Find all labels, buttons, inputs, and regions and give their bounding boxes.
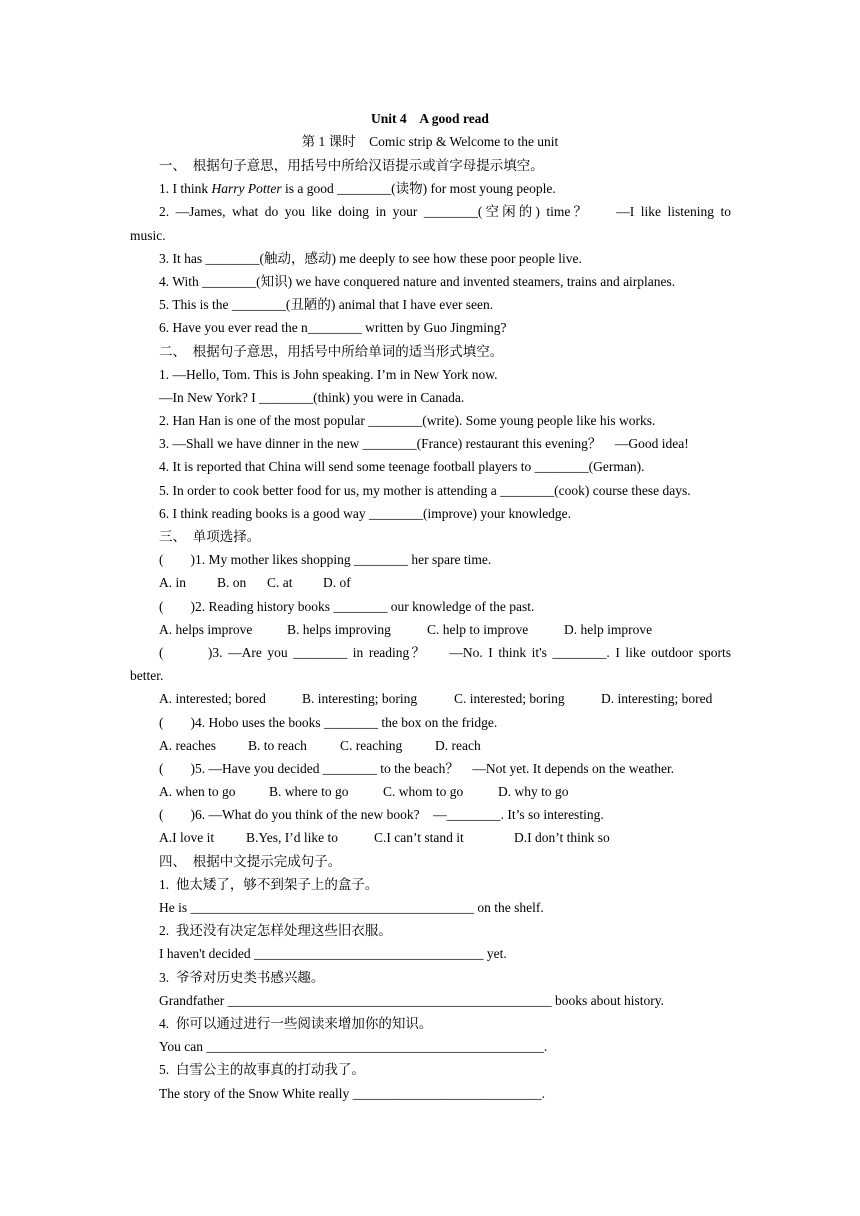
option-a: A. in [159,575,186,591]
section4-question-5-chinese: 5. 白雪公主的故事真的打动我了。 [159,1062,365,1078]
section2-question-1: 1. —Hello, Tom. This is John speaking. I’m in New York now. [159,366,498,382]
section1-question-5: 5. This is the ________(丑陋的) animal that I have ever seen. [159,297,494,313]
option-d: D. why to go [498,784,569,800]
option-b: B. to reach [248,737,307,753]
section1-question-4: 4. With ________(知识) we have conquered nature and invented steamers, trains and airplanes. [159,273,676,289]
section4-question-2-english: I haven't decided __________________________________ yet. [159,946,507,962]
section4-question-4-chinese: 4. 你可以通过进行一些阅读来增加你的知识。 [159,1015,433,1031]
section3-question-3: ( )3. —Are you ________ in reading？ —No. I think it's ________. I like outdoor sports [159,644,731,660]
section3-question-3-continued: better. [130,668,164,684]
option-b: B. interesting; boring [302,691,418,707]
page-subtitle: 第 1 课时 Comic strip & Welcome to the unit [301,134,559,149]
section4-question-1-english: He is __________________________________________ on the shelf. [159,900,544,915]
section4-question-3-english: Grandfather ________________________________________________ books about history. [159,992,664,1008]
section4-heading: 四、 根据中文提示完成句子。 [159,853,342,869]
section2-question-2: 2. Han Han is one of the most popular ________(write). Some young people like his works. [159,413,656,429]
option-c: C. help to improve [427,621,529,637]
section1-question-6: 6. Have you ever read the n________ written by Guo Jingming? [159,320,507,336]
section3-question-1: ( )1. My mother likes shopping ________ her spare time. [159,552,492,568]
section2-question-4: 4. It is reported that China will send some teenage football players to ________(German). [159,459,645,475]
section3-question-6: ( )6. —What do you think of the new book? —________. It’s so interesting. [159,807,604,823]
option-b: B.Yes, I’d like to [246,830,339,846]
section3-heading: 三、 单项选择。 [159,529,261,544]
option-a: A. when to go [159,784,236,800]
option-b: B. where to go [269,784,349,800]
section3-question-2-options [130,618,731,641]
option-d: D. reach [435,737,481,753]
option-b: B. helps improving [287,621,391,637]
section4-question-5-english: The story of the Snow White really ____________________________. [159,1085,545,1101]
section3-question-2: ( )2. Reading history books ________ our knowledge of the past. [159,598,535,614]
option-d: D. help improve [564,621,653,637]
worksheet-content [130,154,731,1105]
option-a: A. reaches [159,737,216,753]
option-d: D. interesting; bored [601,691,713,707]
section1-question-2-continued: music. [130,227,166,243]
option-a: A. helps improve [159,621,253,637]
option-d: D. of [323,575,351,591]
page-title: Unit 4 A good read [371,111,489,126]
section3-question-4-options [130,734,731,757]
option-a: A. interested; bored [159,691,266,707]
section4-question-3-chinese: 3. 爷爷对历史类书感兴趣。 [159,969,325,985]
option-c: C.I can’t stand it [374,830,464,846]
section1-heading: 一、 根据句子意思，用括号中所给汉语提示或首字母提示填空。 [159,158,544,173]
section2-heading: 二、 根据句子意思，用括号中所给单词的适当形式填空。 [159,343,504,359]
option-c: C. whom to go [383,784,464,800]
section4-question-4-english: You can __________________________________________________. [159,1039,548,1055]
option-b: B. on [217,575,247,591]
option-a: A.I love it [159,830,215,846]
section3-question-3-options [130,687,731,710]
section3-question-5-options [130,780,731,803]
section3-question-5: ( )5. —Have you decided ________ to the beach？ —Not yet. It depends on the weather. [159,760,675,776]
option-c: C. at [267,575,293,591]
section4-question-2-chinese: 2. 我还没有决定怎样处理这些旧衣服。 [159,923,392,939]
section3-question-1-options [130,571,731,594]
section1-question-2: 2. —James, what do you like doing in your ________(空闲的) time？ —I like listening to [159,204,731,220]
section3-question-4: ( )4. Hobo uses the books ________ the box on the fridge. [159,714,498,730]
section4-question-1-chinese: 1. 他太矮了，够不到架子上的盒子。 [159,876,379,892]
section2-question-6: 6. I think reading books is a good way ________(improve) your knowledge. [159,505,572,521]
option-d: D.I don’t think so [514,830,610,846]
section3-question-6-options [130,826,731,849]
section2-question-3: 3. —Shall we have dinner in the new ________(France) restaurant this evening？ —Good idea! [159,436,689,452]
section2-question-5: 5. In order to cook better food for us, my mother is attending a ________(cook) course these days. [159,482,691,498]
option-c: C. interested; boring [454,691,565,707]
section1-question-3: 3. It has ________(触动，感动) me deeply to see how these poor people live. [159,250,582,266]
option-c: C. reaching [340,737,403,753]
section1-question-1: 1. I think Harry Potter is a good ________(读物) for most young people. [159,181,556,197]
section2-question-1-reply: —In New York? I ________(think) you were in Canada. [159,389,465,405]
